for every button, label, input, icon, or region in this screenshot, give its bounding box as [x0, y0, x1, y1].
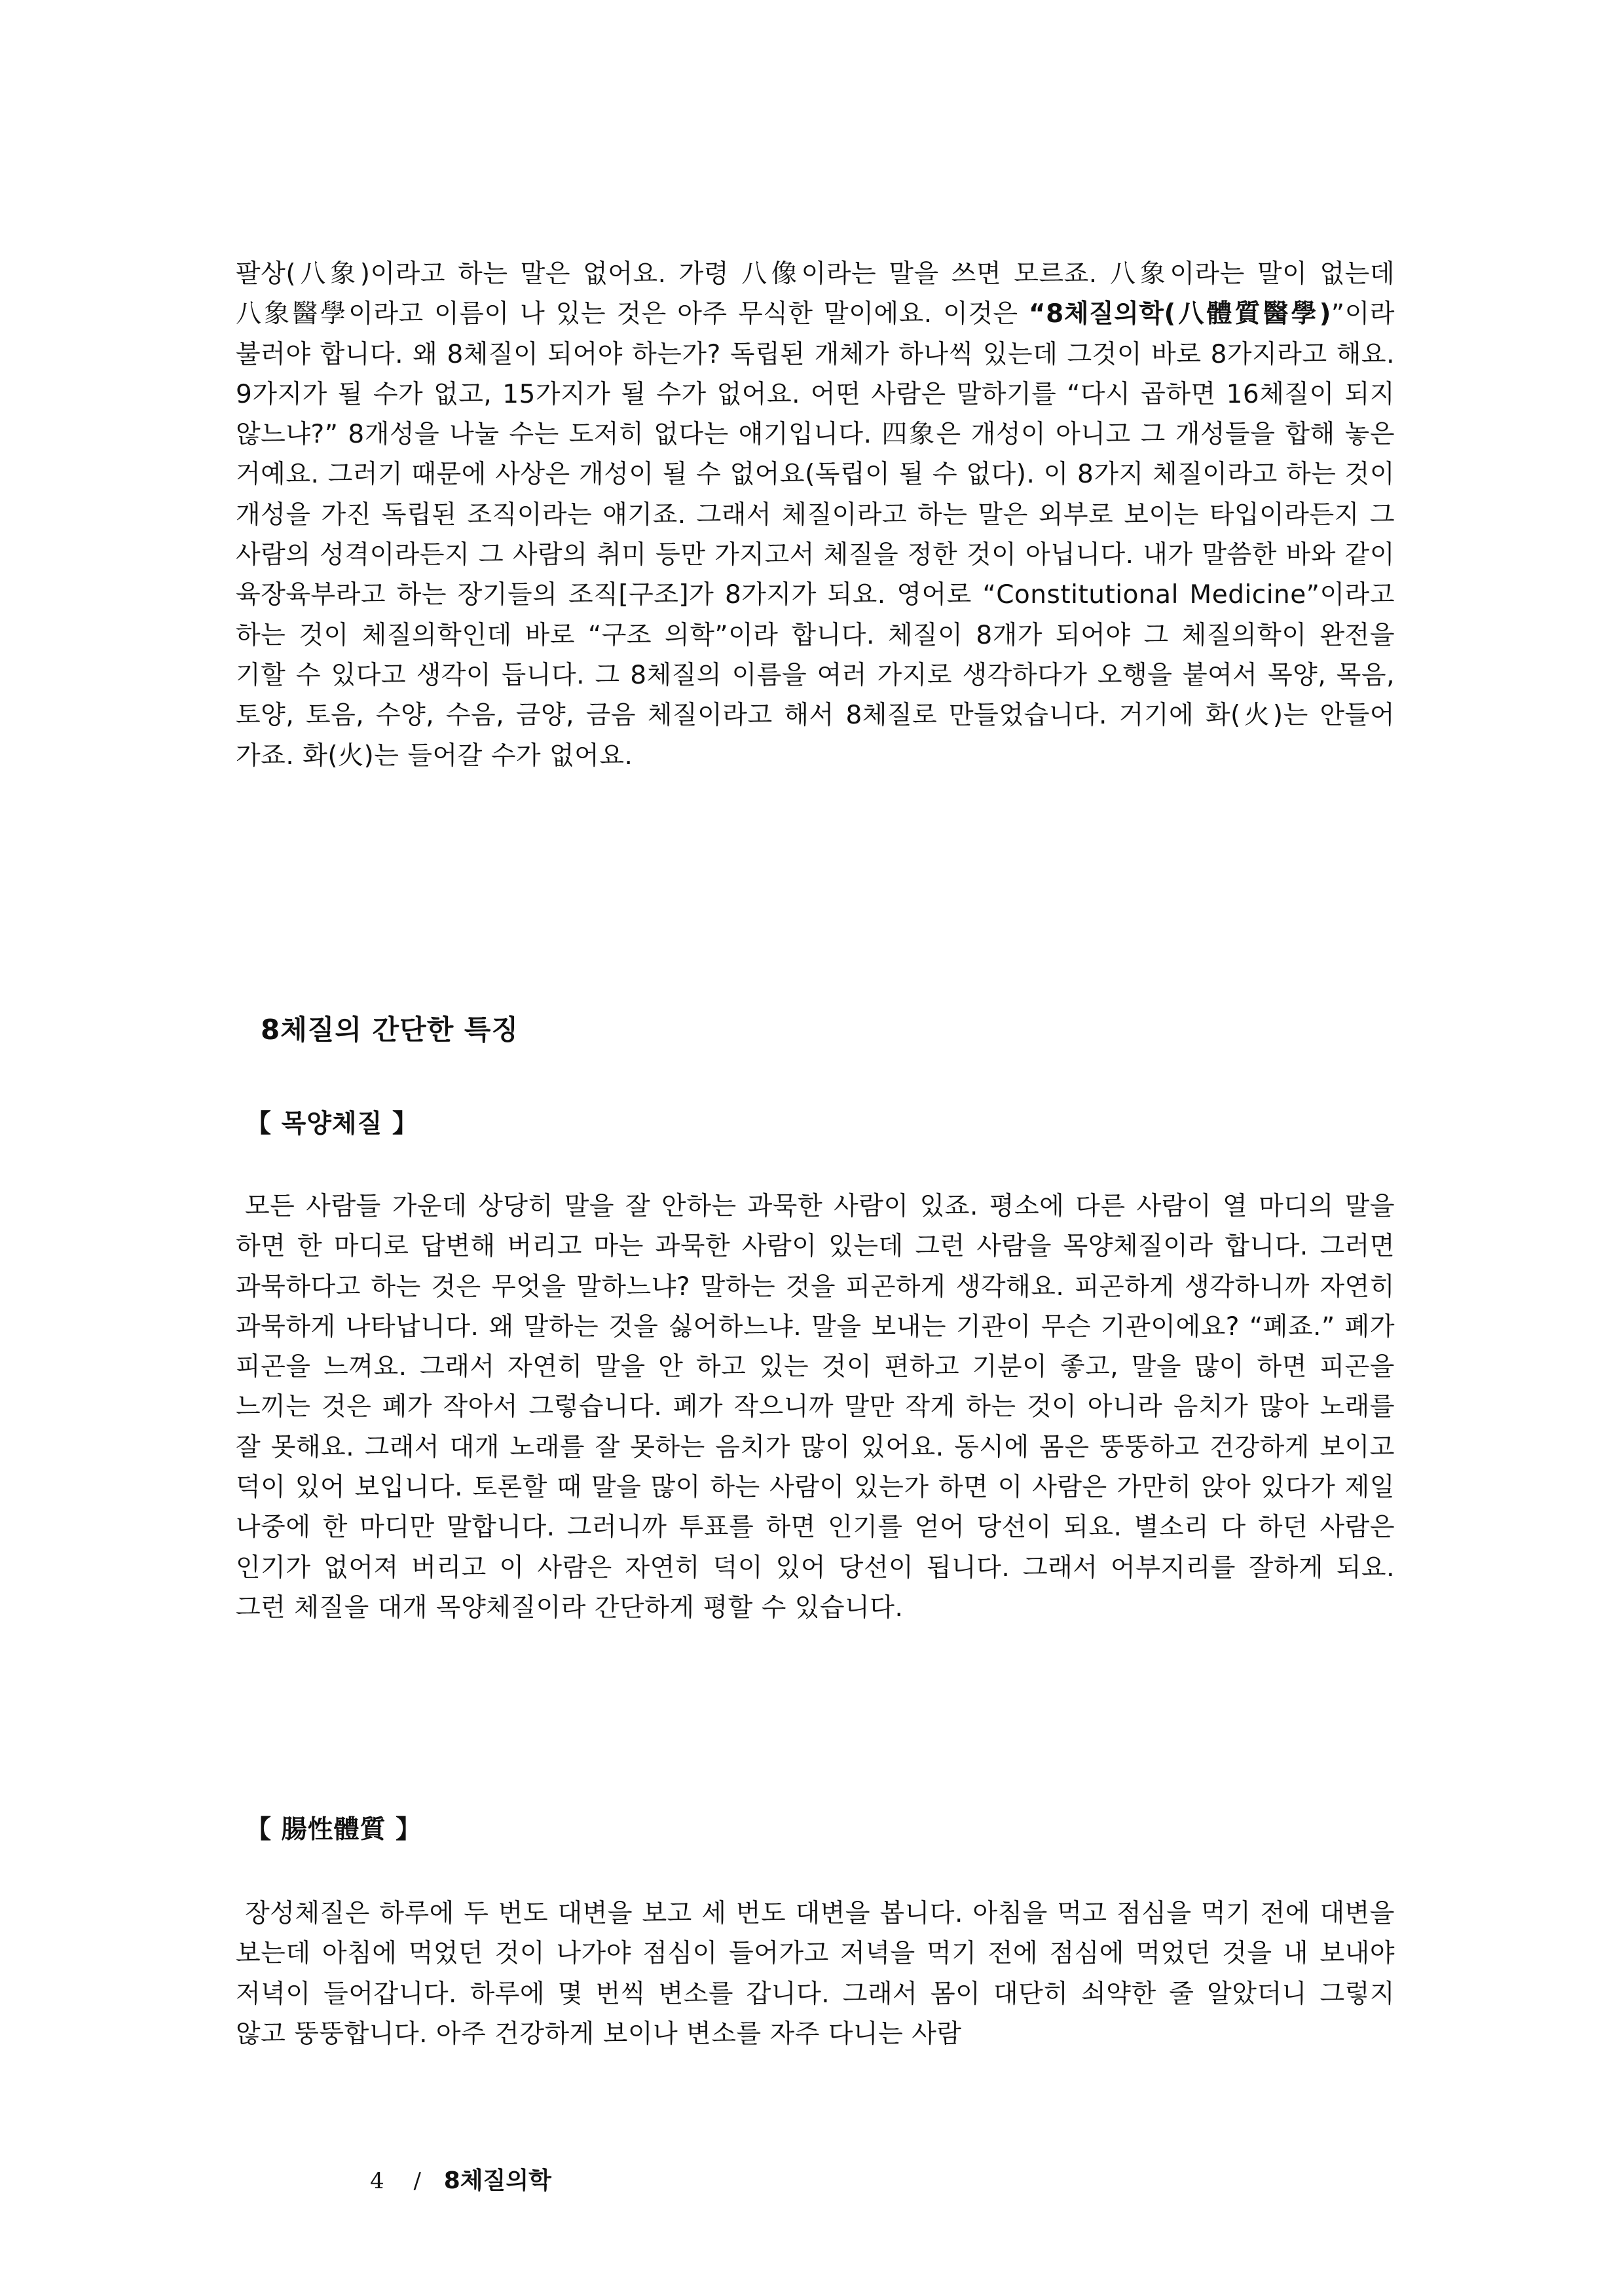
page-number: 4 [370, 2168, 384, 2194]
mokyang-heading: 【 목양체질 】 [246, 1109, 418, 1139]
intro-paragraph [236, 254, 1395, 776]
jangsung-heading: 【 腸性體質 】 [246, 1815, 422, 1845]
footer-title: 8체질의학 [443, 2167, 551, 2194]
section-heading: 8체질의 간단한 특징 [261, 1014, 519, 1046]
intro-text-part1: 팔상(八象)이라고 하는 말은 없어요. 가령 八像이라는 말을 쓰면 모르죠. 八象이라는 말이 없는데 八象醫學이라고 이름이 나 있는 것은 아주 무식한 말이에요. 이것은 [236, 259, 1395, 329]
jangsung-paragraph: 장성체질은 하루에 두 번도 대변을 보고 세 번도 대변을 봅니다. 아침을 먹고 점심을 먹기 전에 대변을 보는데 아침에 먹었던 것이 나가야 점심이 들어가고 저녁을 먹기 전에 점심에 먹었던 것을 내 보내야 저녁이 들어갑니다. 하루에 몇 번씩 변소를 갑니다. 그래서 몸이 대단히 쇠약한 줄 알았더니 그렇지 않고 뚱뚱합니다. 아주 건강하게 보이나 변소를 자주 다니는 사람 [236, 1899, 1395, 2049]
intro-text-part2: ”이라 불러야 합니다. 왜 8체질이 되어야 하는가? 독립된 개체가 하나씩 있는데 그것이 바로 8가지라고 해요. 9가지가 될 수가 없고, 15가지가 될 수가 없어요. 어떤 사람은 말하기를 “다시 곱하면 16체질이 되지 않느냐?” 8개성을 나눌 수는 도저히 없다는 얘기입니다. 四象은 개성이 아니고 그 개성들을 합해 놓은 거예요. 그러기 때문에 사상은 개성이 될 수 없어요(독립이 될 수 없다). 이 8가지 체질이라고 하는 것이 개성을 가진 독립된 조직이라는 얘기죠. 그래서 체질이라고 하는 말은 외부로 보이는 타입이라든지 그 사람의 성격이라든지 그 사람의 취미 등만 가지고서 체질을 정한 것이 아닙니다. 내가 말씀한 바와 같이 육장육부라고 하는 장기들의 조직[구조]가 8가지가 되요. 영어로 “Constitutional Medicine”이라고 하는 것이 체질의학인데 바로 “구조 의학”이라 합니다. 체질이 8개가 되어야 그 체질의학이 완전을 기할 수 있다고 생각이 듭니다. 그 8체질의 이름을 여러 가지로 생각하다가 오행을 붙여서 목양, 목음, 토양, 토음, 수양, 수음, 금양, 금음 체질이라고 해서 8체질로 만들었습니다. 거기에 화(火)는 안들어 가죠. 화(火)는 들어갈 수가 없어요. [236, 299, 1395, 771]
mokyang-paragraph: 모든 사람들 가운데 상당히 말을 잘 안하는 과묵한 사람이 있죠. 평소에 다른 사람이 열 마디의 말을 하면 한 마디로 답변해 버리고 마는 과묵한 사람이 있는데 그런 사람을 목양체질이라 합니다. 그러면 과묵하다고 하는 것은 무엇을 말하느냐? 말하는 것을 피곤하게 생각해요. 피곤하게 생각하니까 자연히 과묵하게 나타납니다. 왜 말하는 것을 싫어하느냐. 말을 보내는 기관이 무슨 기관이에요? “폐죠.” 폐가 피곤을 느껴요. 그래서 자연히 말을 안 하고 있는 것이 편하고 기분이 좋고, 말을 많이 하면 피곤을 느끼는 것은 폐가 작아서 그렇습니다. 폐가 작으니까 말만 작게 하는 것이 아니라 음치가 많아 노래를 잘 못해요. 그래서 대개 노래를 잘 못하는 음치가 많이 있어요. 동시에 몸은 뚱뚱하고 건강하게 보이고 덕이 있어 보입니다. 토론할 때 말을 많이 하는 사람이 있는가 하면 이 사람은 가만히 앉아 있다가 제일 나중에 한 마디만 말합니다. 그러니까 투표를 하면 인기를 얻어 당선이 되요. 별소리 다 하던 사람은 인기가 없어져 버리고 이 사람은 자연히 덕이 있어 당선이 됩니다. 그래서 어부지리를 잘하게 되요. 그런 체질을 대개 목양체질이라 간단하게 평할 수 있습니다. [236, 1192, 1395, 1623]
footer-separator: / [413, 2168, 421, 2194]
page-footer [370, 2162, 551, 2195]
intro-bold-term: “8체질의학(八體質醫學) [1029, 299, 1331, 329]
